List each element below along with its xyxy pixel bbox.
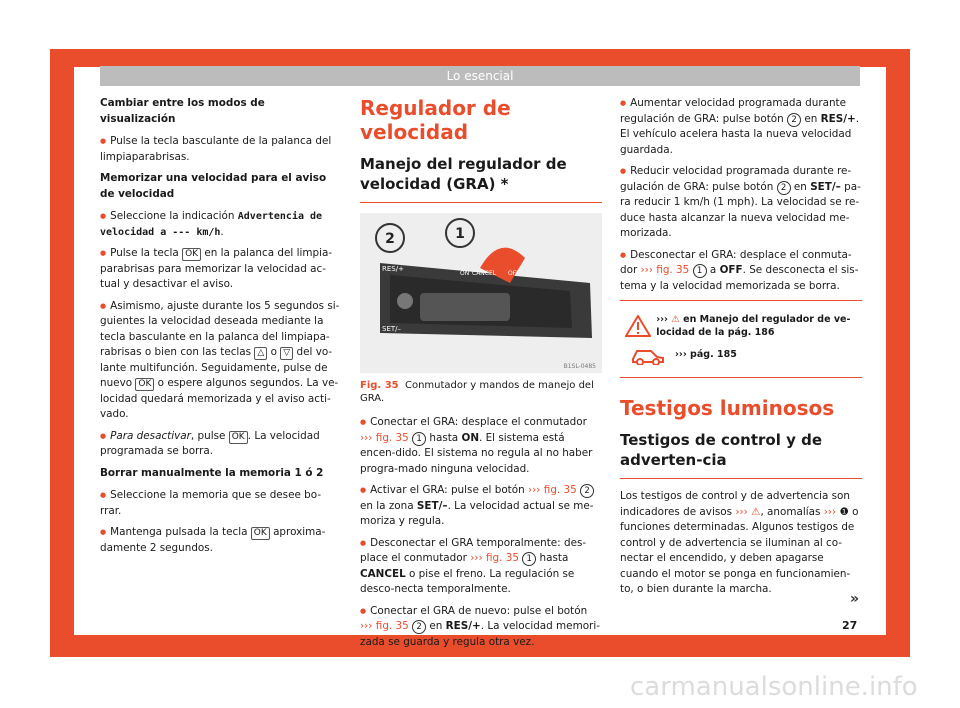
figure-reference-link[interactable]: ››› fig. 35 (360, 620, 409, 632)
ok-key: OK (251, 527, 270, 540)
title-rule (620, 478, 862, 479)
bullet-hold-ok: ● Mantenga pulsada la tecla OK aproxima-damente 2 segundos. (100, 525, 342, 556)
warning-link[interactable]: ››› ⚠ en Manejo del regulador de ve-locidad de la pág. 186 (656, 314, 851, 338)
figure-caption: Fig. 35 Conmutador y mandos de manejo del GRA. (360, 380, 594, 404)
section-title-warning-lights: Testigos luminosos (620, 396, 835, 420)
callout-ref: 1 (693, 264, 707, 278)
subsection-title-gra: Manejo del regulador de velocidad (GRA) * (360, 155, 567, 193)
subsection-title-control-lights: Testigos de control y de adverten-cia (620, 431, 823, 469)
figure-reference-link[interactable]: ››› fig. 35 (360, 431, 409, 444)
warning-box (620, 300, 862, 378)
environment-link[interactable]: ››› pág. 185 (675, 348, 737, 360)
figure-reference-link[interactable]: ››› fig. 35 (528, 484, 577, 496)
bullet-reconnect: ● Conectar el GRA de nuevo: pulse el botón ››› fig. 35 2 en RES/+. La velocidad memori-zada se guarda y regula otra vez. (360, 604, 602, 651)
warning-triangle-icon (620, 315, 656, 337)
ok-key: OK (135, 378, 154, 391)
column-1 (100, 96, 342, 562)
column-2 (360, 96, 602, 656)
bullet-deactivate: ● Para desactivar, pulse OK . La velocidad programada se borra. (100, 429, 342, 460)
cruise-control-stalk-illustration (360, 213, 602, 373)
section-title-cruise-control: Regulador de velocidad (360, 96, 511, 144)
callout-ref: 1 (522, 552, 536, 566)
bullet-activate-gra: ● Activar el GRA: pulse el botón ››› fig. 35 2 en la zona SET/–. La velocidad actual se me-moriza y regula. (360, 483, 602, 530)
bullet-connect-gra: ● Conectar el GRA: desplace el conmutador ››› fig. 35 1 hasta ON. El sistema está encen-dido. El sistema no regula al no haber progra-mado ninguna velocidad. (360, 415, 602, 477)
figure-reference-link[interactable]: ››› fig. 35 (640, 264, 690, 276)
display-code: Advertencia de velocidad a --- km/h (100, 211, 323, 238)
continue-mark: » (850, 591, 860, 607)
warning-lights-paragraph: Los testigos de control y de advertencia son indicadores de avisos ››› ⚠, anomalías ››› ❶ o funciones determinadas. Algunos testigos de control y de advertencia se iluminan al co-nectar el encendido, y deben apagarse cuando el motor se ponga en funcionamien-to, o bien durante la marcha. (620, 490, 859, 595)
warning-triangle-icon: ⚠ (751, 505, 761, 518)
column-3 (620, 96, 862, 604)
bullet-toggle: ● Pulse la tecla basculante de la palanca del limpiaparabrisas. (100, 134, 342, 165)
callout-ref: 2 (777, 181, 791, 195)
callout-ref: 2 (787, 113, 801, 127)
subheading-speed-warning: Memorizar una velocidad para el aviso de velocidad (100, 172, 327, 200)
warning-row (620, 313, 862, 339)
page-number: 27 (842, 619, 858, 632)
figure-35 (360, 213, 602, 373)
bullet-increase-speed: ● Aumentar velocidad programada durante regulación de GRA: pulse botón 2 en RES/+. El vehículo acelera hasta la nueva velocidad guardada. (620, 96, 862, 158)
ok-key: OK (182, 248, 201, 261)
bullet-select-indication: ● Seleccione la indicación Advertencia de velocidad a --- km/h. (100, 209, 342, 240)
callout-2: 2 (385, 231, 395, 247)
label-off: OFF (508, 270, 520, 277)
label-set: SET/– (382, 325, 402, 333)
bullet-disconnect-gra: ● Desconectar el GRA: desplace el conmuta-dor ››› fig. 35 1 a OFF. Se desconecta el sis-tema y la velocidad memorizada se borra. (620, 248, 862, 295)
subheading-clear-memory: Borrar manualmente la memoria 1 ó 2 (100, 466, 324, 479)
up-key-icon: △ (254, 347, 267, 360)
bullet-press-ok: ● Pulse la tecla OK en la palanca del limpia-parabrisas para memorizar la velocidad ac-tual y desactivar el aviso. (100, 246, 342, 293)
bullet-disconnect-temp: ● Desconectar el GRA temporalmente: des-place el conmutador ››› fig. 35 1 hasta CANCEL o pise el freno. La regulación se desco-necta temporalmente. (360, 536, 602, 598)
down-key-icon: ▽ (280, 347, 293, 360)
figure-code: B1SL-0485 (563, 363, 596, 370)
bullet-adjust-speed: ● Asimismo, ajuste durante los 5 segundos si-guientes la velocidad deseada mediante la tecla basculante en la palanca del limpiapa-rabrisas o bien con las teclas △ o ▽ del vo-lante multifunción. Seguidamente, pulse de nuevo OK o espere algunos segundos. La ve-locidad quedará memorizada y el aviso acti-vado. (100, 299, 342, 423)
watermark: carmanualsonline.info (630, 672, 918, 702)
subheading-display-modes: Cambiar entre los modos de visualización (100, 97, 265, 125)
info-icon: ❶ (839, 505, 849, 518)
callout-1: 1 (455, 226, 465, 242)
label-on: ON (460, 270, 470, 277)
environment-row (620, 343, 862, 365)
ok-key: OK (229, 431, 248, 444)
callout-ref: 2 (412, 620, 426, 634)
environment-car-icon (620, 343, 675, 365)
bullet-reduce-speed: ● Reducir velocidad programada durante re-gulación de GRA: pulse botón 2 en SET/– pa-ra reducir 1 km/h (1 mph). La velocidad se re-duce hasta alcanzar la nueva velocidad me-morizada. (620, 164, 862, 242)
label-cancel: CANCEL (472, 270, 497, 277)
callout-ref: 1 (412, 432, 426, 446)
callout-ref: 2 (580, 484, 594, 498)
bullet-select-memory: ● Seleccione la memoria que se desee bo-rrar. (100, 488, 342, 519)
figure-reference-link[interactable]: ››› fig. 35 (470, 552, 519, 564)
title-rule (360, 202, 602, 203)
label-res: RES/+ (382, 265, 404, 273)
section-header: Lo esencial (100, 66, 860, 86)
